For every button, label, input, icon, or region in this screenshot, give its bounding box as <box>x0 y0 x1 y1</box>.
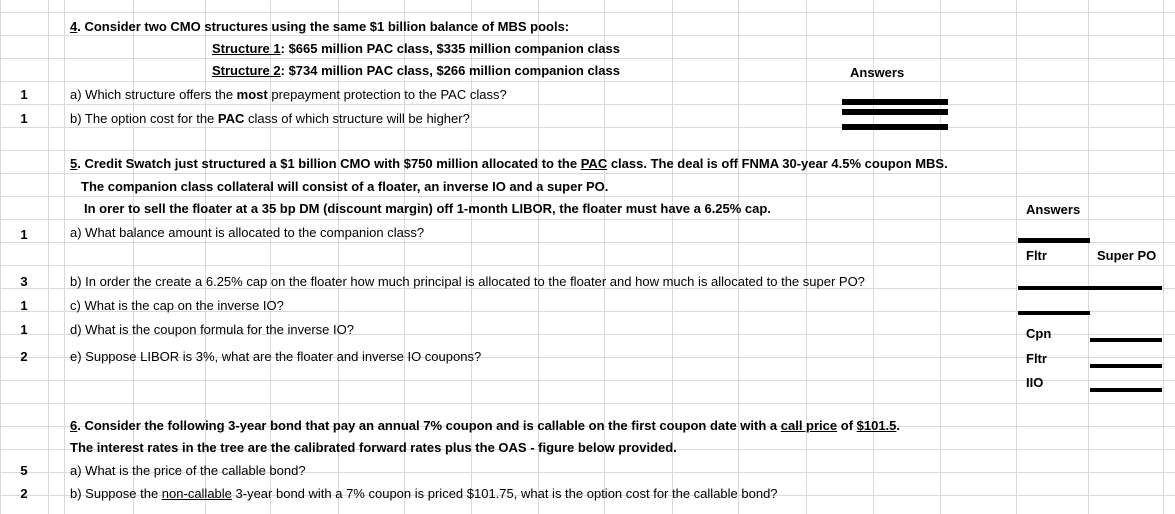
q4a-answer-cell[interactable] <box>842 99 948 105</box>
q4b-answer-cell-top[interactable] <box>842 109 948 115</box>
q4-answers-label: Answers <box>850 65 905 80</box>
q4-structure-1: Structure 1: $665 million PAC class, $335 million companion class <box>212 41 620 56</box>
q6a-question: a) What is the price of the callable bond? <box>70 463 306 478</box>
q4-structure-2: Structure 2: $734 million PAC class, $266 million companion class <box>212 63 620 78</box>
q5-line-1: 5. Credit Swatch just structured a $1 billion CMO with $750 million allocated to the PAC class. The deal is off FNMA 30-year 4.5% coupon MBS. <box>70 156 948 171</box>
q5d-question: d) What is the coupon formula for the inverse IO? <box>70 322 354 337</box>
q5-line-3: In orer to sell the floater at a 35 bp DM (discount margin) off 1-month LIBOR, the floater must have a 6.25% cap. <box>84 201 771 216</box>
column-line <box>738 0 739 514</box>
q5e-points: 2 <box>20 349 28 364</box>
column-line <box>940 0 941 514</box>
column-line <box>1088 0 1089 514</box>
column-line <box>133 0 134 514</box>
q6-line-1: 6. Consider the following 3-year bond that pay an annual 7% coupon and is callable on the first coupon date with a call price of $101.5. <box>70 418 901 433</box>
q5-fltr-label: Fltr <box>1026 248 1047 263</box>
q6a-points: 5 <box>20 463 28 478</box>
column-line <box>1163 0 1164 514</box>
q5-answers-label: Answers <box>1026 202 1081 217</box>
column-line <box>806 0 807 514</box>
q4b-question: b) The option cost for the PAC class of which structure will be higher? <box>70 111 470 126</box>
q5b-superpo-answer-cell[interactable] <box>1090 286 1162 290</box>
q6b-points: 2 <box>20 486 28 501</box>
q5-iio-coupon-label: IIO <box>1026 375 1044 390</box>
q4-title: 4. Consider two CMO structures using the same $1 billion balance of MBS pools: <box>70 19 570 34</box>
q6b-question: b) Suppose the non-callable 3-year bond with a 7% coupon is priced $101.75, what is the option cost for the callable bond? <box>70 486 778 501</box>
q5d-answer-cell[interactable] <box>1090 338 1162 342</box>
q5b-fltr-answer-cell[interactable] <box>1018 286 1090 290</box>
q5a-answer-cell[interactable] <box>1018 238 1090 243</box>
q4b-answer-cell-bottom[interactable] <box>842 124 948 130</box>
q4a-points: 1 <box>20 87 28 102</box>
q5-cpn-label: Cpn <box>1026 326 1052 341</box>
q5d-points: 1 <box>20 322 28 337</box>
q5b-points: 3 <box>20 274 28 289</box>
column-line <box>64 0 65 514</box>
q5e-question: e) Suppose LIBOR is 3%, what are the floater and inverse IO coupons? <box>70 349 482 364</box>
q5c-points: 1 <box>20 298 28 313</box>
column-line <box>672 0 673 514</box>
q5-line-2: The companion class collateral will consist of a floater, an inverse IO and a super PO. <box>81 179 609 194</box>
q5b-question: b) In order the create a 6.25% cap on the floater how much principal is allocated to the floater and how much is allocated to the super PO? <box>70 274 865 289</box>
q5a-points: 1 <box>20 227 28 242</box>
q5e-fltr-answer-cell[interactable] <box>1090 364 1162 368</box>
q5-fltr-coupon-label: Fltr <box>1026 351 1047 366</box>
q6-line-2: The interest rates in the tree are the calibrated forward rates plus the OAS - figure below provided. <box>70 440 677 455</box>
column-line <box>1016 0 1017 514</box>
q4a-question: a) Which structure offers the most prepayment protection to the PAC class? <box>70 87 507 102</box>
q5c-answer-cell[interactable] <box>1018 311 1090 315</box>
q5-superpo-label: Super PO <box>1097 248 1157 263</box>
column-line <box>48 0 49 514</box>
q4b-points: 1 <box>20 111 28 126</box>
q5c-question: c) What is the cap on the inverse IO? <box>70 298 284 313</box>
column-line <box>205 0 206 514</box>
q5e-iio-answer-cell[interactable] <box>1090 388 1162 392</box>
q5a-question: a) What balance amount is allocated to the companion class? <box>70 225 425 240</box>
